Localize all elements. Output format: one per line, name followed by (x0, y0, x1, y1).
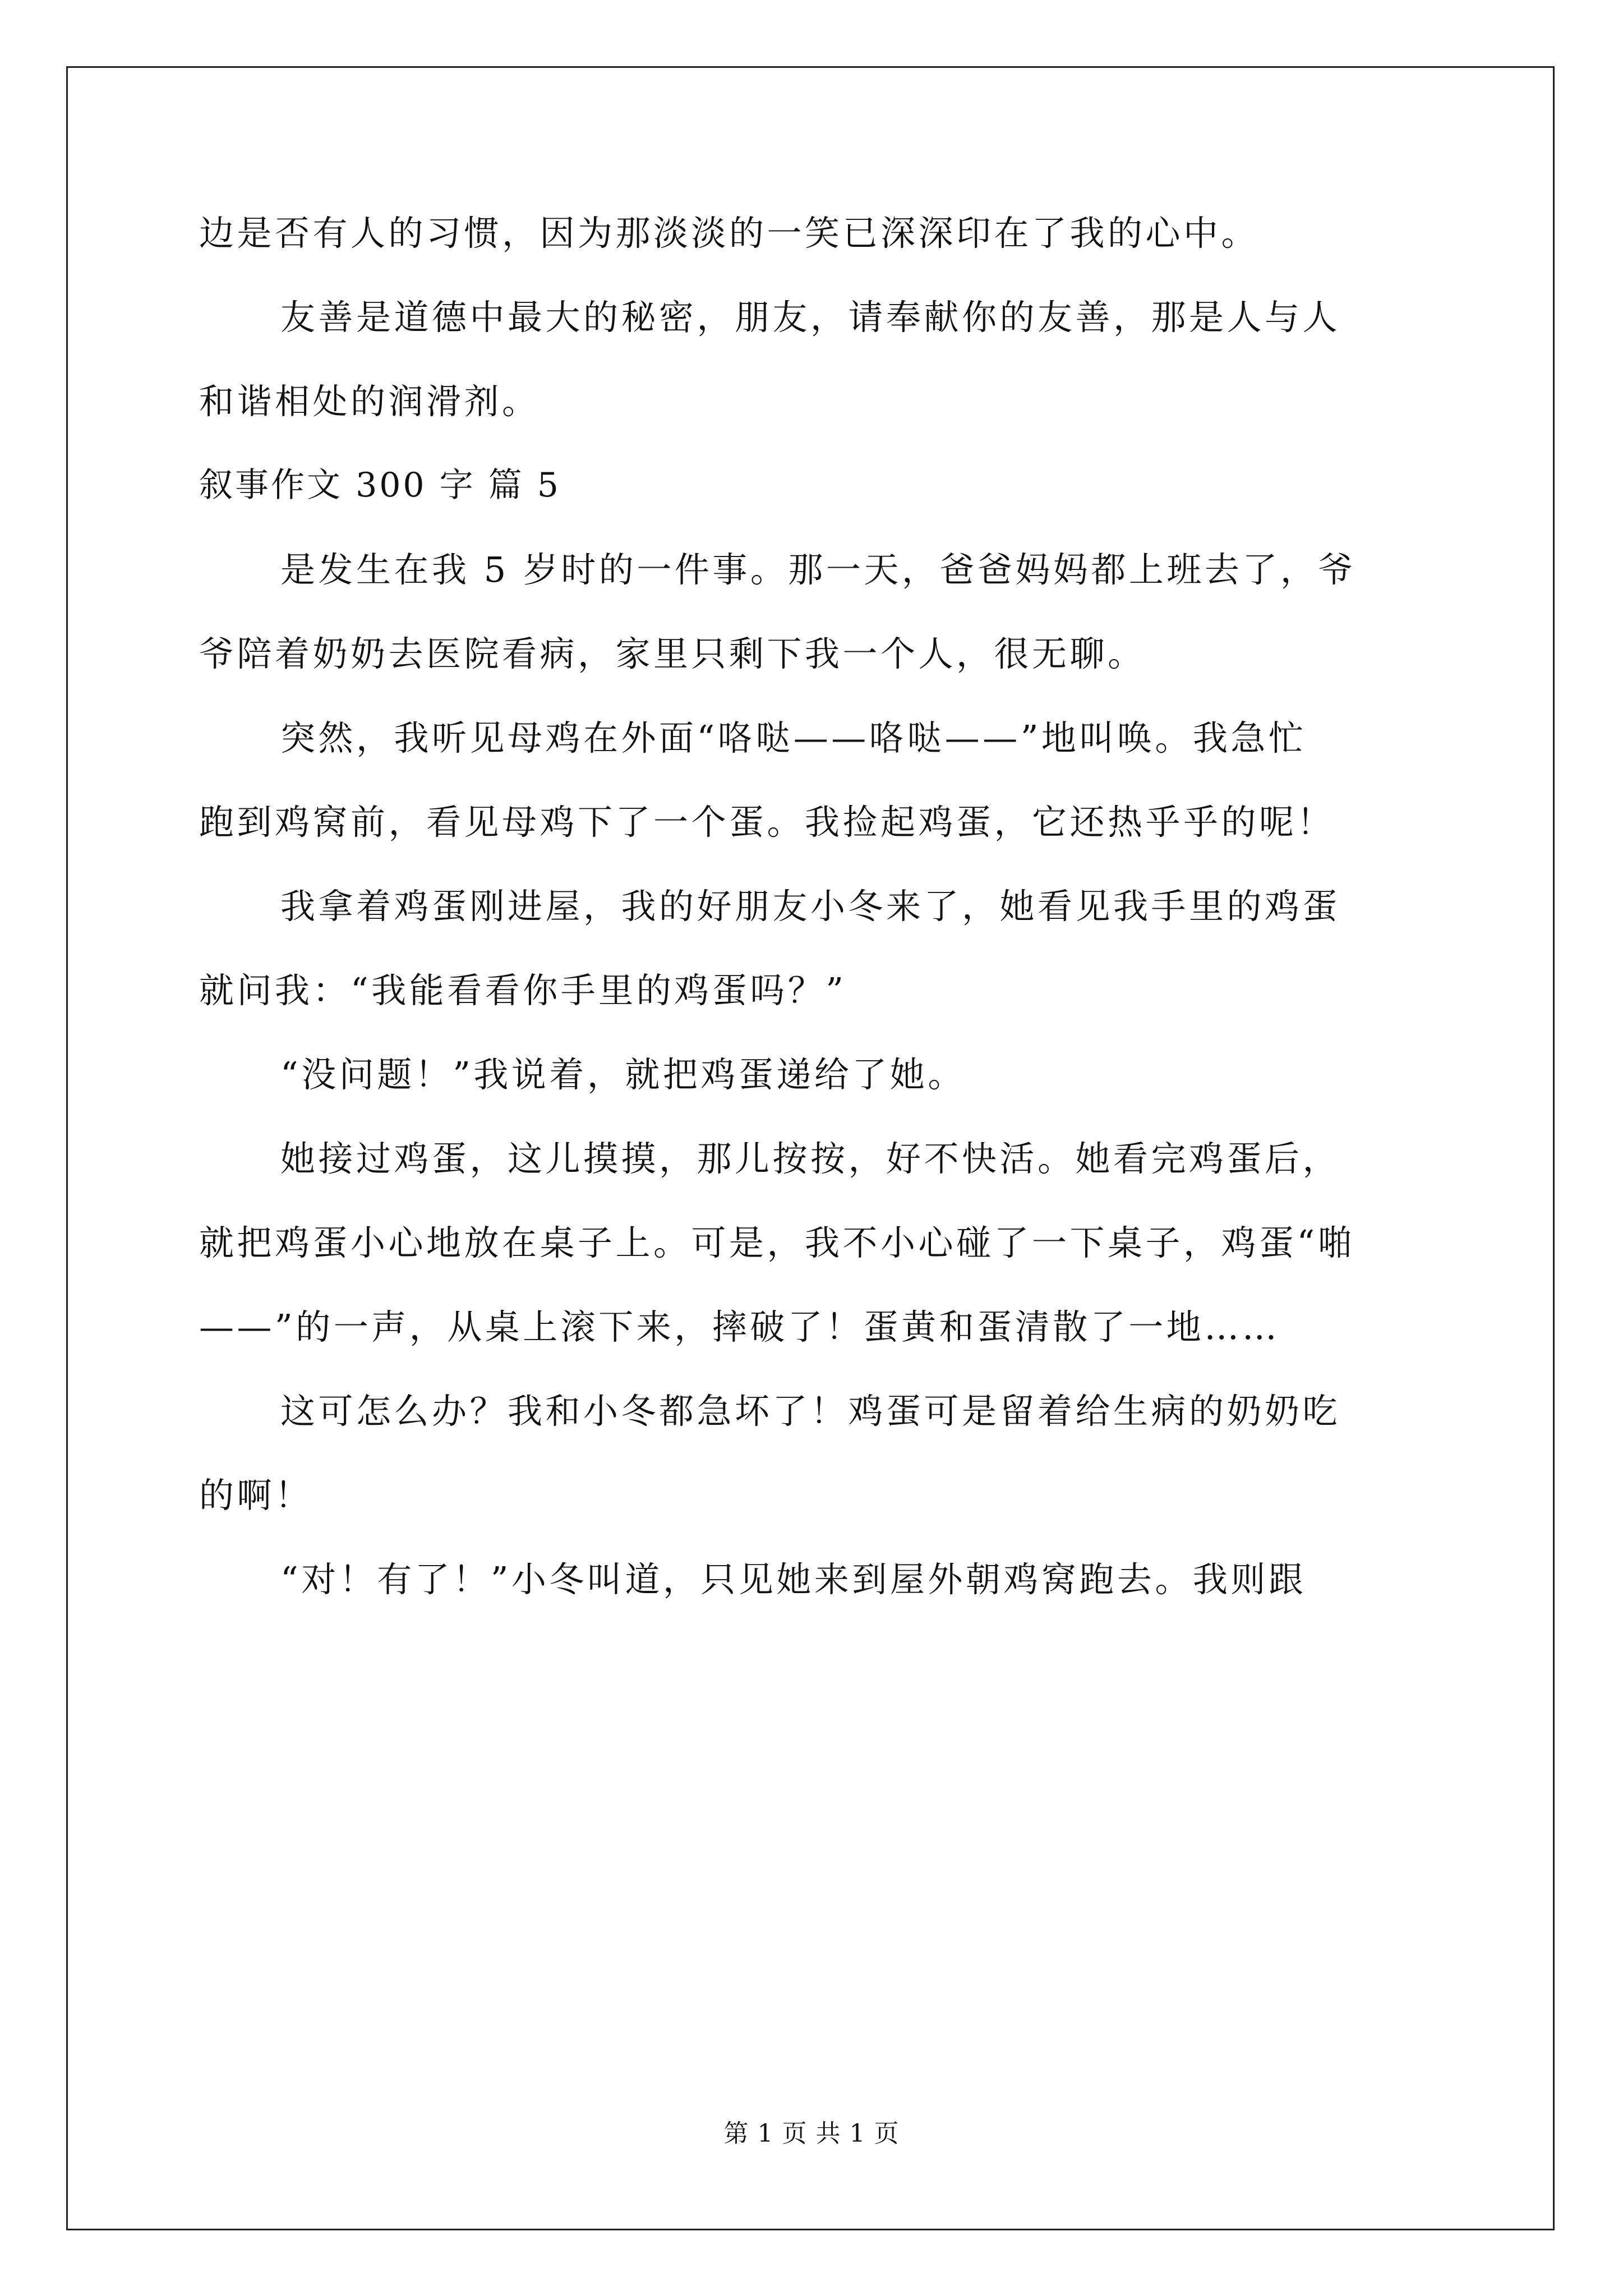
paragraph-line: 和谐相处的润滑剂。 (199, 381, 540, 422)
paragraph-line: 就问我：“我能看看你手里的鸡蛋吗？” (199, 970, 847, 1011)
paragraph-line: “对！有了！”小冬叫道，只见她来到屋外朝鸡窝跑去。我则跟 (280, 1559, 1307, 1600)
paragraph-line: ——”的一声，从桌上滚下来，摔破了！蛋黄和蛋清散了一地…… (199, 1306, 1280, 1347)
paragraph-line: 她接过鸡蛋，这儿摸摸，那儿按按，好不快活。她看完鸡蛋后， (280, 1138, 1341, 1179)
paragraph-line: 就把鸡蛋小心地放在桌子上。可是，我不小心碰了一下桌子，鸡蛋“啪 (199, 1222, 1356, 1263)
paragraph-line: 突然，我听见母鸡在外面“咯哒——咯哒——”地叫唤。我急忙 (280, 717, 1307, 758)
paragraph-line: 边是否有人的习惯，因为那淡淡的一笑已深深印在了我的心中。 (199, 213, 1260, 254)
paragraph-line: 是发生在我 5 岁时的一件事。那一天，爸爸妈妈都上班去了，爷 (280, 549, 1356, 590)
paragraph-line: “没问题！”我说着，就把鸡蛋递给了她。 (280, 1054, 966, 1095)
paragraph-line: 的啊！ (199, 1475, 313, 1516)
paragraph-line: 这可怎么办？我和小冬都急坏了！鸡蛋可是留着给生病的奶奶吃 (280, 1391, 1341, 1432)
paragraph-line: 爷陪着奶奶去医院看病，家里只剩下我一个人，很无聊。 (199, 633, 1146, 674)
paragraph-line: 我拿着鸡蛋刚进屋，我的好朋友小冬来了，她看见我手里的鸡蛋 (280, 886, 1341, 927)
page-number-footer: 第 1 页 共 1 页 (723, 2119, 900, 2148)
paragraph-line: 友善是道德中最大的秘密，朋友，请奉献你的友善，那是人与人 (280, 297, 1341, 338)
paragraph-line: 跑到鸡窝前，看见母鸡下了一个蛋。我捡起鸡蛋，它还热乎乎的呢！ (199, 802, 1335, 843)
section-heading: 叙事作文 300 字 篇 5 (199, 466, 561, 505)
